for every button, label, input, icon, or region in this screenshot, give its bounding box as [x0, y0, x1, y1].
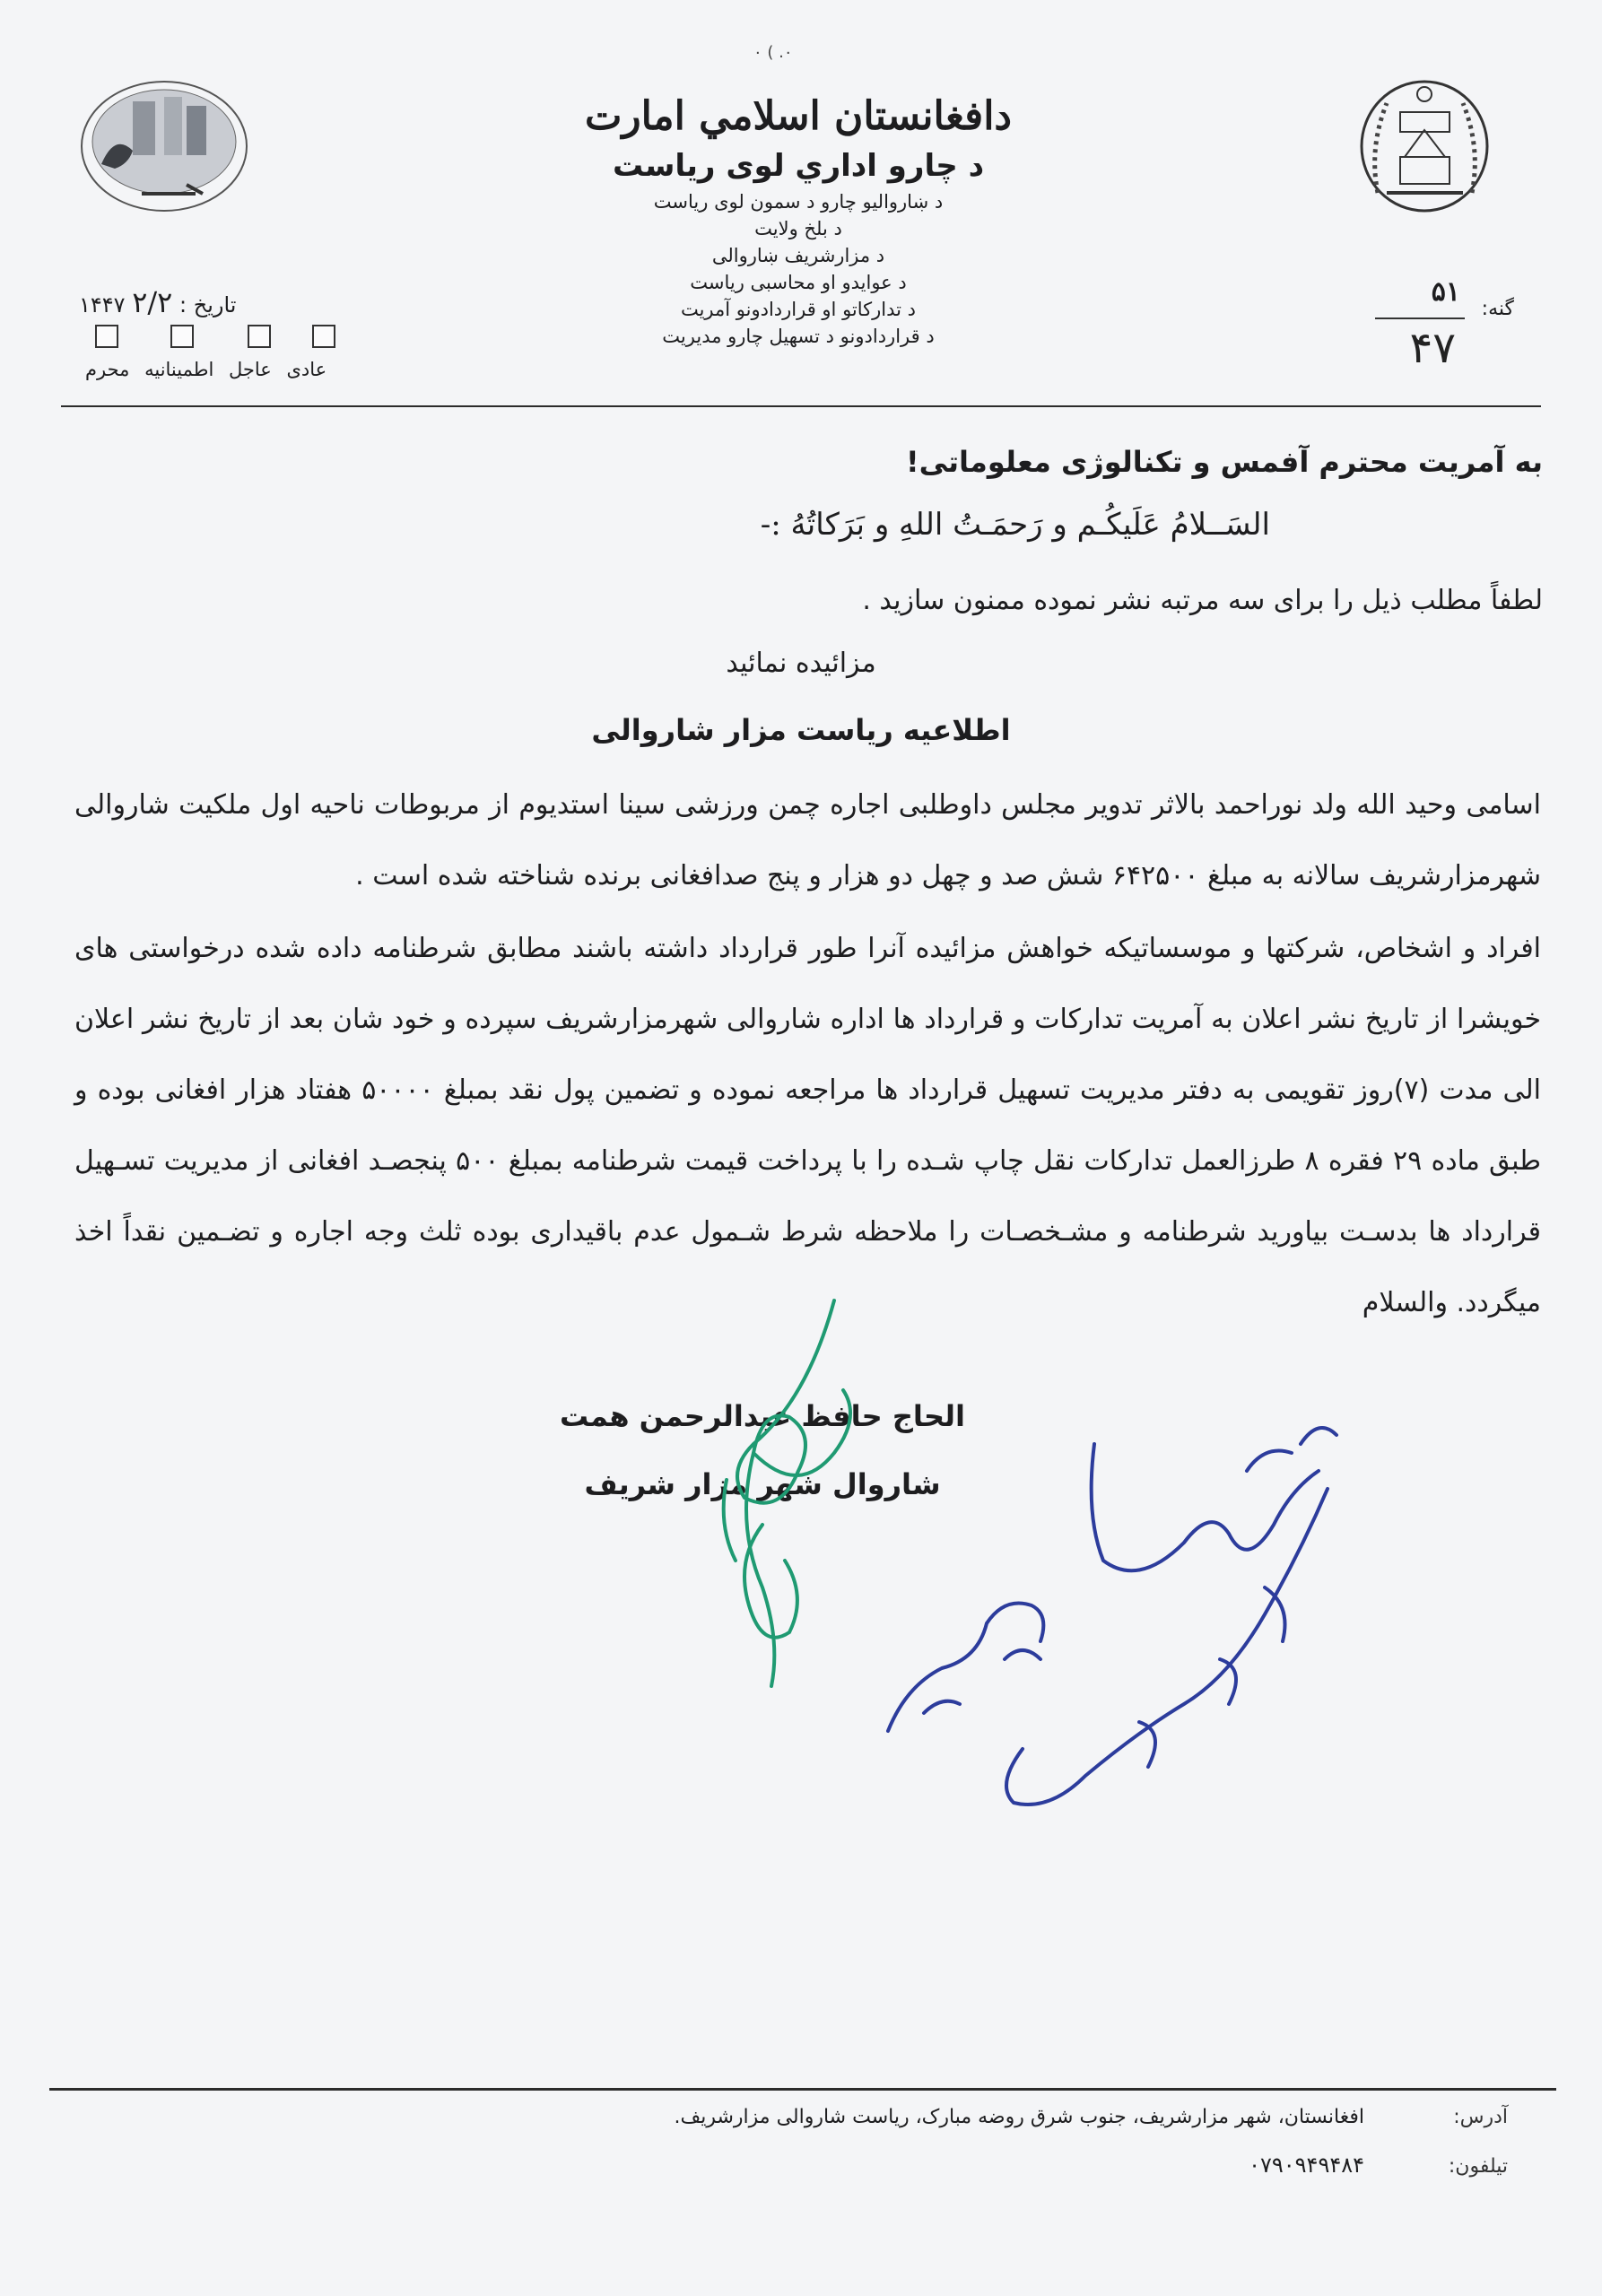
paragraph-2: افراد و اشخاص، شرکتها و موسساتیکه خواهش مزائیده آنرا طور قرارداد داشته باشند مطابق شرطنامه داده شده درخواستی های خویشرا از تاریخ نشر اعلان به آمریت تدارکات و قرارداد ها اداره شاروالی شهرمزارشریف سپرده و خود شان بعد از تاریخ نشر اعلان الی مدت (۷)روز تقویمی به دفتر مدیریت تسهیل قرارداد ها مراجعه نموده و تضمین پول نقد بمبلغ ۵۰۰۰۰ هفتاد هزار افغانی بوده و طبق ماده ۲۹ فقره ۸ طرزالعمل تدارکات نقل چاپ شـده را با پرداخت قیمت شرطنامه بمبلغ ۵۰۰ پنجصـد افغانی از مدیریت تسـهیل قرارداد ها بدسـت بیاورید شرطنامه و مشـخصـات را ملاحظه شرط شـمول عدم باقیداری بوده ثلث وجه اجاره و تضـمین نقداً اخذ میگردد. والسلام [74, 933, 1541, 1318]
checkbox-normal[interactable] [312, 325, 335, 348]
address-label: آدرس: [1453, 2106, 1508, 2128]
notice-title: اطلاعیه ریاست مزار شاروالی [591, 713, 1011, 747]
header-line: د تدارکاتو او قراردادونو آمریت [680, 299, 917, 320]
header-line: د قراردادونو د تسهیل چارو مدیریت [662, 326, 935, 347]
ref-handwritten: ۴۷ [1409, 323, 1456, 373]
ref-divider [1375, 317, 1465, 319]
priority-label: اطمینانیه [144, 359, 214, 380]
header-line: د عوایدو او محاسبی ریاست [690, 272, 907, 293]
date-year: ۱۴۴۷ [79, 292, 126, 317]
priority-label: عادی [286, 359, 327, 380]
checkbox-urgent[interactable] [248, 325, 271, 348]
emirate-title: دافغانستان اسلامي امارت [584, 93, 1013, 139]
header-line: د مزارشریف ښاروالی [711, 245, 885, 266]
priority-label: محرم [85, 359, 130, 380]
request-line: لطفاً مطلب ذیل را برای سه مرتبه نشر نموده ممنون سازید . [862, 585, 1543, 616]
emirate-emblem-icon [1351, 67, 1499, 224]
ref-label: گنه: [1481, 298, 1514, 320]
header-divider [61, 405, 1541, 407]
date-label: تاریخ : [179, 292, 237, 317]
date-handwritten: ۲/۲ [132, 285, 173, 319]
paragraph-1: اسامی وحید الله ولد نوراحمد بالاثر تدویر مجلس داوطلبی اجاره چمن ورزشی سینا استدیوم از مربوطات ناحیه اول ملکیت شاروالی شهرمزارشریف سالانه به مبلغ ۶۴۲۵۰۰ شش صد و چهل دو هزار و پنج صدافغانی برنده شناخته شده است . [74, 789, 1541, 891]
date-field [79, 285, 236, 319]
ministry-title: د چارو اداري لوی ریاست [612, 148, 985, 184]
municipality-emblem-icon [79, 79, 249, 213]
checkbox-confidence[interactable] [170, 325, 194, 348]
top-marks: ٠. ) ٠ [753, 43, 793, 62]
address-value: افغانستان، شهر مزارشریف، جنوب شرق روضه مبارک، ریاست شاروالی مزارشریف. [674, 2106, 1364, 2128]
header-line: د ښاروالیو چارو د سمون لوی ریاست [653, 191, 944, 213]
checkbox-confidential[interactable] [95, 325, 118, 348]
handwritten-annotation-blue-icon [870, 1390, 1354, 1857]
auction-title: مزائیده نمائید [726, 648, 876, 679]
phone-label: تیلفون: [1448, 2155, 1508, 2178]
header-block [502, 90, 1094, 350]
footer-divider [49, 2088, 1556, 2091]
reference-number [1362, 276, 1514, 375]
salutation: السَــلامُ عَلَیکُـم و رَحمَـتُ اللهِ و بَرَکاتُهُ :- [760, 507, 1270, 543]
signatory-name: الحاج حافظ عبدالرحمن همت [560, 1399, 965, 1433]
header-line: د بلخ ولایت [754, 218, 842, 239]
ref-number: ۵۱ [1431, 276, 1460, 308]
priority-label: عاجل [228, 359, 272, 380]
addressee: به آمریت محترم آفمس و تکنالوژی معلوماتی! [906, 445, 1543, 479]
priority-labels [76, 359, 326, 380]
phone-value: ۰۷۹۰۹۴۹۴۸۴ [1249, 2152, 1364, 2178]
signatory-title: شاروال شهر مزار شریف [584, 1467, 941, 1501]
